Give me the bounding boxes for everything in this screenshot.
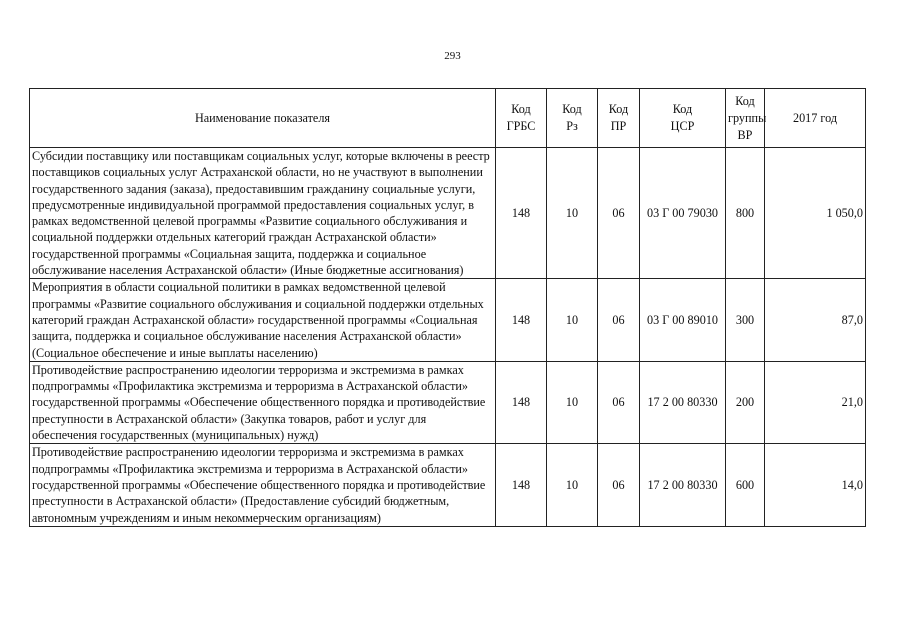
- row-pr-cell: 06: [598, 361, 640, 443]
- budget-table: [29, 88, 866, 527]
- header-pr-bottom: ПР: [610, 119, 627, 133]
- row-vr-cell: 600: [726, 444, 765, 526]
- header-pr-top: Код: [608, 102, 629, 116]
- row-amount-cell: 14,0: [765, 444, 866, 526]
- row-rz-cell: 10: [547, 148, 598, 279]
- row-csr-cell: 17 2 00 80330: [640, 361, 726, 443]
- header-grbs-top: Код: [511, 102, 531, 116]
- table-row: [30, 444, 866, 526]
- header-grbs-bottom: ГРБС: [506, 119, 536, 133]
- row-vr-cell: 200: [726, 361, 765, 443]
- header-vr-line2: группы: [728, 110, 767, 125]
- row-rz-cell: 10: [547, 279, 598, 361]
- row-name-cell: Противодействие распространению идеологии терроризма и экстремизма в рамках подпрограммы «Профилактика экстремизма и терроризма в Астраханской области» государственной программы «Обеспечение общественного порядка и противодействие преступности в Астраханской области» (Закупка товаров, работ и услуг для обеспечения государственных (муниципальных) нужд): [30, 361, 496, 443]
- row-vr-cell: 800: [726, 148, 765, 279]
- header-name: [30, 89, 496, 148]
- row-rz-cell: 10: [547, 361, 598, 443]
- header-vr: [726, 89, 765, 148]
- row-pr-cell: 06: [598, 444, 640, 526]
- row-grbs-cell: 148: [496, 148, 547, 279]
- row-grbs-cell: 148: [496, 444, 547, 526]
- header-rz: [547, 89, 598, 148]
- row-name-cell: Противодействие распространению идеологии терроризма и экстремизма в рамках подпрограммы «Профилактика экстремизма и терроризма в Астраханской области» государственной программы «Обеспечение общественного порядка и противодействие преступности в Астраханской области» (Предоставление субсидий бюджетным, автономным учреждениям и иным некоммерческим организациям): [30, 444, 496, 526]
- row-name-cell: Субсидии поставщику или поставщикам социальных услуг, которые включены в реестр поставщиков социальных услуг Астраханской области, но не участвуют в выполнении государственного задания (заказа), предоставившим гражданину социальные услуги, предусмотренные индивидуальной программой предоставления социальных услуг, в рамках ведомственной целевой программы «Развитие социального обслуживания и социальной поддержки отдельных категорий граждан Астраханской области» государственной программы «Социальная защита, поддержка и социальное обслуживание населения Астраханской области» (Иные бюджетные ассигнования): [30, 148, 496, 279]
- row-grbs-cell: 148: [496, 361, 547, 443]
- header-rz-bottom: Рз: [566, 119, 578, 133]
- row-pr-cell: 06: [598, 279, 640, 361]
- row-amount-cell: 21,0: [765, 361, 866, 443]
- header-csr-top: Код: [672, 102, 693, 116]
- header-vr-line1: Код: [735, 93, 755, 108]
- header-row: [30, 89, 866, 148]
- header-vr-line3: ВР: [737, 127, 753, 142]
- table-row: [30, 279, 866, 361]
- row-csr-cell: 17 2 00 80330: [640, 444, 726, 526]
- row-amount-cell: 87,0: [765, 279, 866, 361]
- table-row: [30, 361, 866, 443]
- header-year-label: 2017 год: [792, 110, 838, 125]
- row-amount-cell: 1 050,0: [765, 148, 866, 279]
- table-row: [30, 148, 866, 279]
- row-pr-cell: 06: [598, 148, 640, 279]
- page-number: 293: [444, 50, 461, 62]
- header-rz-top: Код: [562, 102, 582, 116]
- row-vr-cell: 300: [726, 279, 765, 361]
- row-grbs-cell: 148: [496, 279, 547, 361]
- header-csr: [640, 89, 726, 148]
- header-csr-bottom: ЦСР: [670, 119, 695, 133]
- header-year: [765, 89, 866, 148]
- row-rz-cell: 10: [547, 444, 598, 526]
- row-name-cell: Мероприятия в области социальной политики в рамках ведомственной целевой программы «Развитие социального обслуживания и социальной поддержки отдельных категорий граждан Астраханской области» государственной программы «Социальная защита, поддержка и социальное обслуживание населения Астраханской области» (Социальное обеспечение и иные выплаты населению): [30, 279, 496, 361]
- header-pr: [598, 89, 640, 148]
- row-csr-cell: 03 Г 00 79030: [640, 148, 726, 279]
- header-name-label: Наименование показателя: [194, 110, 331, 125]
- header-grbs: [496, 89, 547, 148]
- row-csr-cell: 03 Г 00 89010: [640, 279, 726, 361]
